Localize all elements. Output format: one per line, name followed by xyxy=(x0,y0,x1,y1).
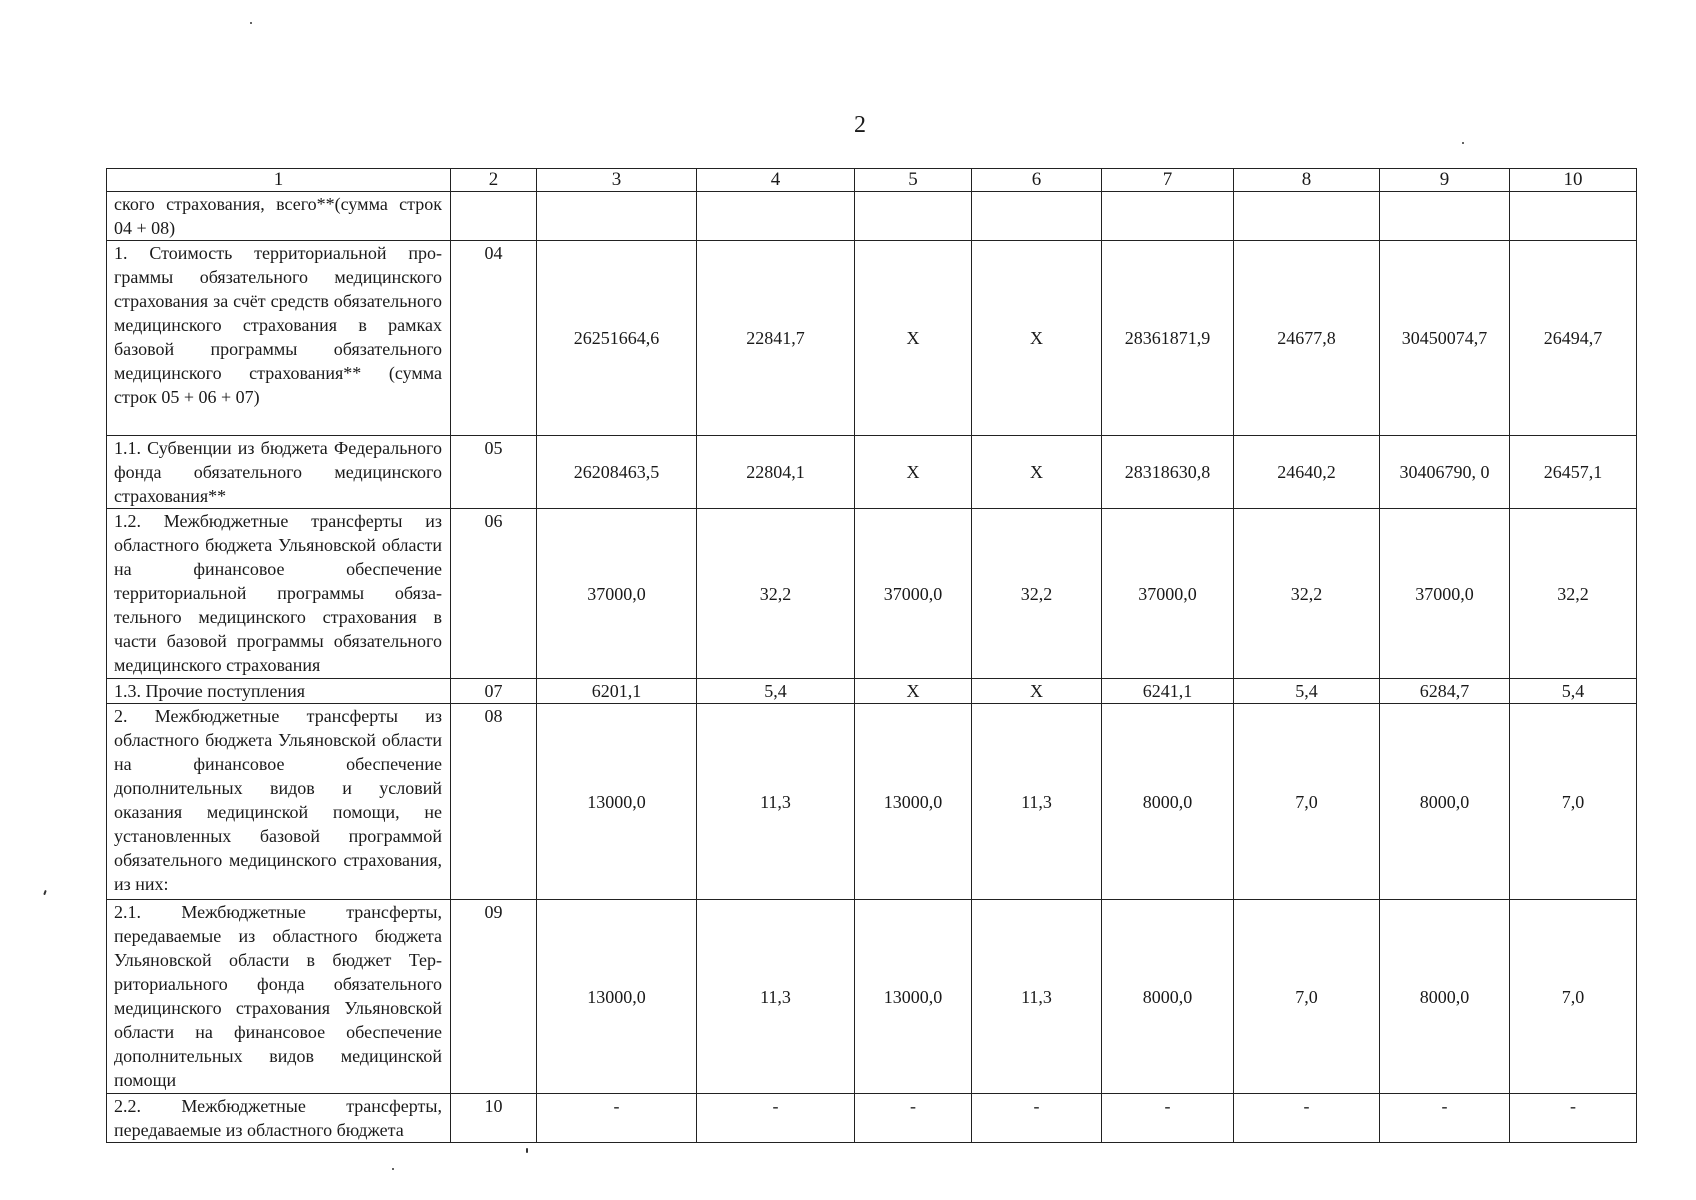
scan-speck xyxy=(250,22,252,24)
row-label: 2. Межбюджетные трансферты из областного бюджета Ульяновской области на финансовое обеспечение дополнительных видов и условий оказания медицинской помощи, не установленных базовой программой обязательного медицинского страхования, из них: xyxy=(107,704,451,900)
column-number-row xyxy=(107,169,1637,192)
row-code xyxy=(451,192,537,241)
row-label: 1. Стоимость территориальной программы обязательного медицинского страхования за счёт средств обязательного медицинского страхования в рамках базовой программы обязательного медицинского страхования** (сумма строк 05 + 06 + 07) xyxy=(107,241,451,436)
cell-value: 8000,0 xyxy=(1102,900,1234,1094)
row-label: 1.3. Прочие поступления xyxy=(107,679,451,704)
cell-value: 13000,0 xyxy=(855,704,972,900)
scan-speck xyxy=(392,1168,394,1170)
page-number: 2 xyxy=(854,112,866,138)
table-row xyxy=(107,679,1637,704)
column-header: 9 xyxy=(1380,169,1510,192)
cell-value: 37000,0 xyxy=(537,509,697,679)
cell-value: X xyxy=(855,679,972,704)
row-label: 2.2. Межбюджетные трансферты, передаваемые из областного бюджета xyxy=(107,1094,451,1143)
column-header: 10 xyxy=(1510,169,1637,192)
cell-value: 5,4 xyxy=(1510,679,1637,704)
cell-value: - xyxy=(1102,1094,1234,1143)
cell-value: 13000,0 xyxy=(855,900,972,1094)
cell-value: - xyxy=(1510,1094,1637,1143)
row-label: 2.1. Межбюджетные трансферты, передаваемые из областного бюджета Ульяновской области в бюджет Территориального фонда обязательного медицинского страхования Ульяновской области на финансовое обеспечение дополнительных видов медицинской помощи xyxy=(107,900,451,1094)
row-code: 06 xyxy=(451,509,537,679)
cell-value xyxy=(1102,192,1234,241)
cell-value: X xyxy=(972,241,1102,436)
row-code: 10 xyxy=(451,1094,537,1143)
cell-value: - xyxy=(855,1094,972,1143)
scan-speck xyxy=(526,1148,528,1153)
cell-value: 32,2 xyxy=(697,509,855,679)
cell-value: 5,4 xyxy=(1234,679,1380,704)
cell-value: 26457,1 xyxy=(1510,436,1637,509)
cell-value: 37000,0 xyxy=(855,509,972,679)
cell-value: - xyxy=(972,1094,1102,1143)
cell-value: 6284,7 xyxy=(1380,679,1510,704)
cell-value: 11,3 xyxy=(972,900,1102,1094)
scan-speck xyxy=(1462,142,1464,144)
column-header: 5 xyxy=(855,169,972,192)
cell-value: 26208463,5 xyxy=(537,436,697,509)
column-header: 6 xyxy=(972,169,1102,192)
row-code: 08 xyxy=(451,704,537,900)
cell-value xyxy=(537,192,697,241)
cell-value: 6241,1 xyxy=(1102,679,1234,704)
cell-value xyxy=(855,192,972,241)
cell-value: 32,2 xyxy=(1510,509,1637,679)
table-row xyxy=(107,1094,1637,1143)
table-row xyxy=(107,509,1637,679)
cell-value: 13000,0 xyxy=(537,900,697,1094)
cell-value: 30450074,7 xyxy=(1380,241,1510,436)
cell-value: 11,3 xyxy=(972,704,1102,900)
cell-value: 8000,0 xyxy=(1102,704,1234,900)
table-row xyxy=(107,241,1637,436)
cell-value xyxy=(1234,192,1380,241)
table-row xyxy=(107,192,1637,241)
row-label: ского страхования, всего**(сумма строк 04 + 08) xyxy=(107,192,451,241)
cell-value: - xyxy=(1380,1094,1510,1143)
cell-value: 28361871,9 xyxy=(1102,241,1234,436)
row-code: 07 xyxy=(451,679,537,704)
row-label: 1.2. Межбюджетные трансферты из областного бюджета Ульяновской области на финансовое обеспечение территориальной программы обязательного медицинского страхования в части базовой программы обязательного медицинского страхования xyxy=(107,509,451,679)
row-code: 09 xyxy=(451,900,537,1094)
column-header: 2 xyxy=(451,169,537,192)
cell-value: 7,0 xyxy=(1510,900,1637,1094)
budget-table xyxy=(106,168,1637,1143)
row-label: 1.1. Субвенции из бюджета Федерального фонда обязательного медицинского страхования** xyxy=(107,436,451,509)
cell-value: 32,2 xyxy=(972,509,1102,679)
cell-value: 22804,1 xyxy=(697,436,855,509)
cell-value: 7,0 xyxy=(1510,704,1637,900)
column-header: 8 xyxy=(1234,169,1380,192)
cell-value xyxy=(1510,192,1637,241)
cell-value: 5,4 xyxy=(697,679,855,704)
table-row xyxy=(107,436,1637,509)
cell-value: 28318630,8 xyxy=(1102,436,1234,509)
row-code: 05 xyxy=(451,436,537,509)
cell-value: 24677,8 xyxy=(1234,241,1380,436)
table-row xyxy=(107,704,1637,900)
cell-value: 32,2 xyxy=(1234,509,1380,679)
cell-value: 6201,1 xyxy=(537,679,697,704)
cell-value: 37000,0 xyxy=(1102,509,1234,679)
cell-value: 8000,0 xyxy=(1380,704,1510,900)
cell-value: - xyxy=(1234,1094,1380,1143)
cell-value: 8000,0 xyxy=(1380,900,1510,1094)
column-header: 3 xyxy=(537,169,697,192)
column-header: 7 xyxy=(1102,169,1234,192)
cell-value: X xyxy=(972,679,1102,704)
cell-value: - xyxy=(537,1094,697,1143)
cell-value xyxy=(1380,192,1510,241)
cell-value: 24640,2 xyxy=(1234,436,1380,509)
table-row xyxy=(107,900,1637,1094)
cell-value xyxy=(972,192,1102,241)
cell-value: X xyxy=(855,436,972,509)
cell-value: 22841,7 xyxy=(697,241,855,436)
cell-value: 26251664,6 xyxy=(537,241,697,436)
column-header: 4 xyxy=(697,169,855,192)
cell-value xyxy=(697,192,855,241)
scan-speck xyxy=(43,890,46,895)
cell-value: X xyxy=(972,436,1102,509)
cell-value: X xyxy=(855,241,972,436)
cell-value: 7,0 xyxy=(1234,900,1380,1094)
column-header: 1 xyxy=(107,169,451,192)
cell-value: 30406790, 0 xyxy=(1380,436,1510,509)
cell-value: 11,3 xyxy=(697,900,855,1094)
cell-value: 37000,0 xyxy=(1380,509,1510,679)
cell-value: - xyxy=(697,1094,855,1143)
cell-value: 7,0 xyxy=(1234,704,1380,900)
row-code: 04 xyxy=(451,241,537,436)
cell-value: 11,3 xyxy=(697,704,855,900)
cell-value: 13000,0 xyxy=(537,704,697,900)
cell-value: 26494,7 xyxy=(1510,241,1637,436)
